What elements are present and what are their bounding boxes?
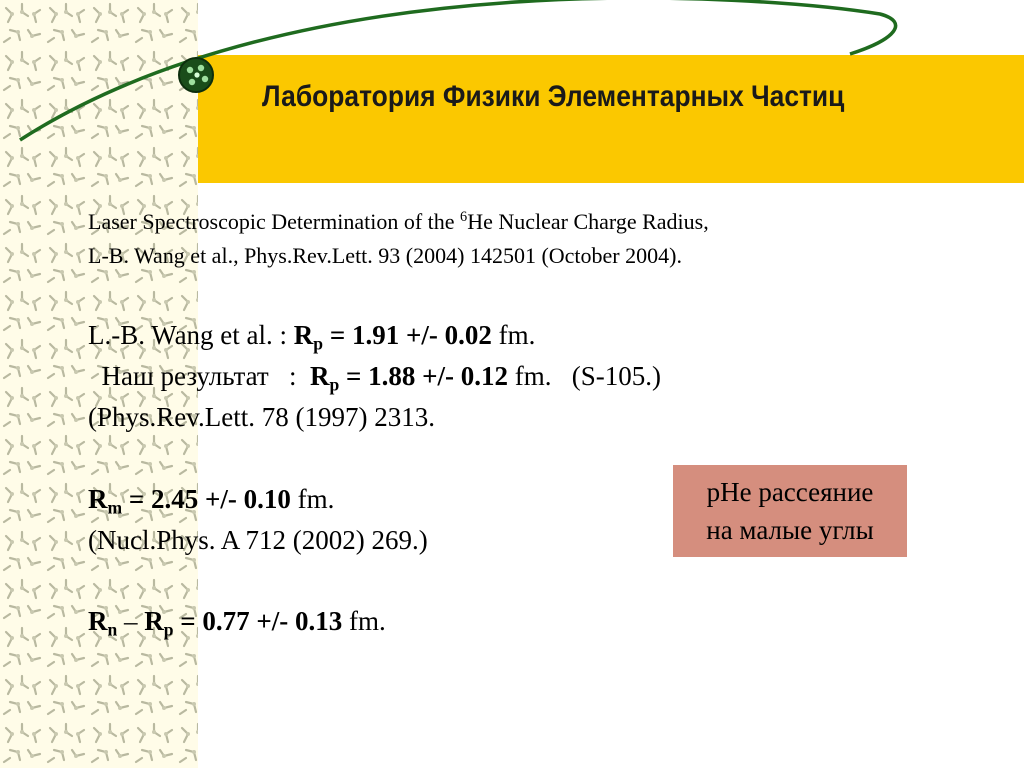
result-rm: $R_m = 2.45$ +/- 0.10 fm. (88, 484, 335, 518)
page-title: Лаборатория Физики Элементарных Частиц (262, 80, 845, 113)
phe-scattering-note (673, 465, 907, 557)
result-ours: Наш результат : $R_p = 1.88$ +/- 0.12 fm. (S-105.) (88, 361, 661, 395)
atom-icon (179, 58, 213, 92)
reference-line-1: Laser Spectroscopic Determination of the $^6$He Nuclear Charge Radius, (88, 209, 709, 234)
result-wang: L.-B. Wang et al. : $R_p = 1.91$ +/- 0.02 fm. (88, 320, 536, 354)
note-line-2: на малые углы (706, 515, 874, 545)
result-rm-reference: (Nucl.Phys. A 712 (2002) 269.) (88, 525, 428, 555)
reference-line-2: L-B. Wang et al., Phys.Rev.Lett. 93 (2004) 142501 (October 2004). (88, 243, 682, 268)
result-rn-rp: $R_n - R_p = 0.77$ +/- 0.13 fm. (88, 606, 386, 640)
note-line-1: pHe рассеяние (706, 477, 874, 507)
result-ours-reference: (Phys.Rev.Lett. 78 (1997) 2313. (88, 402, 435, 432)
